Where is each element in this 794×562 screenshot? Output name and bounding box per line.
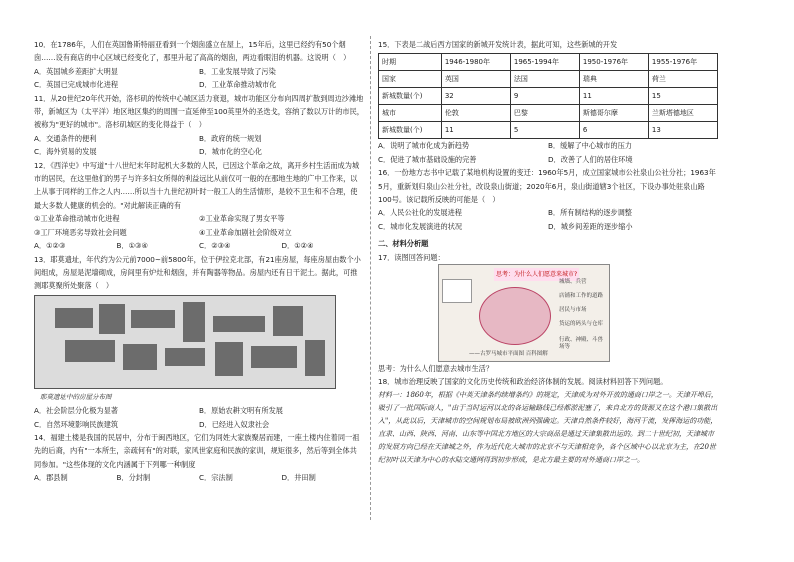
question-17: 17．读图回答问题： — [378, 252, 445, 262]
option: B．工业发展导致了污染 — [199, 66, 276, 76]
table-cell: 英国 — [441, 71, 510, 88]
question-13: 13．耶莫遗址，年代约为公元前7000~前5800年，位于伊拉克北部，有21座房屋，每座房屋由数个小间组成，房屋是泥墙砌成，房间里有炉灶和烟囱，并有陶器等物品。房屋内还有日干泥土。据此，可推测耶莫聚所处聚落（ ） — [34, 254, 361, 291]
rome-city-map — [438, 264, 610, 362]
table-row — [379, 105, 718, 122]
option: C．②③④ — [199, 241, 231, 251]
figure-caption: 耶莫遗址中的房屋分布图 — [40, 392, 112, 401]
option: C．自然环境影响民族建筑 — [34, 419, 119, 429]
option: D．工业革命推动城市化 — [199, 80, 277, 90]
option: A．人民公社化的发展进程 — [378, 208, 462, 218]
q16-options — [378, 206, 718, 233]
table-cell: 伦敦 — [441, 105, 510, 122]
q10-options — [34, 65, 364, 92]
table-cell: 瑞典 — [579, 71, 648, 88]
question-18: 18．城市治理反映了国家的文化历史传统和政治经济体制的发展。阅读材料回答下列问题。 — [378, 377, 668, 387]
option: C．宗法制 — [199, 473, 233, 483]
map-label: 居民与市场 — [559, 307, 587, 314]
table-cell: 5 — [510, 122, 579, 139]
table-cell: 32 — [441, 88, 510, 105]
table-cell: 国家 — [379, 71, 442, 88]
question-10: 10．在1786年，人们在英国鲁斯特丽亚看到一个烟囱盛立在屋上，15年后，这里已经约有50个烟囱……设有商店的中心区域已经变化了，那里升起了高高的烟囱，两边看眼泪的机器。这说明（ ） — [34, 40, 351, 63]
option: A．郡县制 — [34, 473, 68, 483]
table-cell: 巴黎 — [510, 105, 579, 122]
table-row — [379, 88, 718, 105]
option: B．①③④ — [116, 241, 148, 251]
statement: ①工业革命推动城市化进程 — [34, 214, 120, 224]
table-row — [379, 122, 718, 139]
q12-statements — [34, 212, 364, 239]
question-12: 12．《西洋史》中写道"十八世纪末年时起机大多数的人民，已因这个革命之故，离开乡村生活而成为城市的居民，在这里他们的男子与许多妇女所得的利益远比从前仅可一般的在那地生地的广中工作来，以上从事于同样的工作之人内……所以当十九世纪初叶时一般工人的生活情形，是较不卫生和不合理，使最大多数人健康的机会的。"对此解读正确的有 — [34, 160, 360, 210]
q12-options — [34, 239, 364, 252]
table-cell: 时期 — [379, 54, 442, 71]
statement: ②工业革命实现了男女平等 — [199, 214, 285, 224]
right-column — [378, 38, 718, 467]
table-row — [379, 54, 718, 71]
table-cell: 1955-1976年 — [648, 54, 717, 71]
table-cell: 11 — [441, 122, 510, 139]
map-legend — [442, 279, 472, 303]
question-16: 16．一份地方志书中记载了某地机构设置的变迁：1960年5月，成立国家城市公社泉山公社分社；1963年5月，重新划归泉山公社分社，改设泉山街道；2020年6月，泉山街道辖3个社区，下设办事处驻泉山路100号。该记载所反映的可能是（ ） — [378, 168, 716, 205]
option: D．城乡间差距的逐步缩小 — [548, 221, 633, 231]
table-cell: 6 — [579, 122, 648, 139]
option: D．已经进入奴隶社会 — [199, 419, 270, 429]
site-map-figure — [34, 295, 336, 389]
option: D．改善了人们的居住环境 — [548, 154, 633, 164]
map-label: 货运的码头与仓库 — [559, 321, 604, 328]
option: B．原始农耕文明有所发展 — [199, 406, 283, 416]
city-core-shape — [479, 287, 551, 345]
q14-options — [34, 471, 364, 484]
table-cell: 1965-1994年 — [510, 54, 579, 71]
option: D．井田制 — [281, 473, 316, 483]
map-caption: ——古罗马城市平面图 百科图解 — [469, 351, 548, 358]
column-divider — [370, 36, 371, 520]
statement: ④工业革命加剧社会阶级对立 — [199, 227, 292, 237]
option: A．交通条件的便利 — [34, 133, 97, 143]
table-cell: 法国 — [510, 71, 579, 88]
section-heading: 二、材料分析题 — [378, 239, 429, 249]
q13-options — [34, 404, 364, 431]
table-cell: 9 — [510, 88, 579, 105]
option: A．①②③ — [34, 241, 66, 251]
table-cell: 新城数量(个) — [379, 88, 442, 105]
q11-options — [34, 132, 364, 159]
q15-options — [378, 139, 718, 166]
table-cell: 城市 — [379, 105, 442, 122]
material-one: 材料一：1860年，根据《中英天津条约续增条约》的规定，天津成为对外开放的通商口岸之一。天津开埠后，吸引了一批国际商人，"由于当时运河以北的各运输路线已经都淤泥塞了，来自北方的货源又在这个港口集散出入"，从此以后，天津城市的空间规划布局被欧洲列强确定。天津自然条件较好，海河干流，发挥海运的功能，直隶、山西、陕西、河南、山东等中国北方地区的大宗商品是通过天津集散出运的。到二十世纪初，天津城市的发展方向已经在天津城之外，作为近代化大城市的北京不与天津相竞争，各个区域中心以北京为主，在20世纪初叶以天津为中心的水陆交通网得到初步形成，是北方最主要的对外通商口岸之一。 — [378, 390, 718, 464]
table-cell: 15 — [648, 88, 717, 105]
q17-prompt: 思考：为什么人们愿意去城市生活？ — [378, 364, 494, 374]
table-cell: 荷兰 — [648, 71, 717, 88]
table-cell: 11 — [579, 88, 648, 105]
table-cell: 1946-1980年 — [441, 54, 510, 71]
new-town-table — [378, 53, 718, 139]
question-15: 15．下表是二战后西方国家的新城开发统计表，据此可知，这些新城的开发 — [378, 40, 618, 49]
option: C．城市化发展演进的状况 — [378, 221, 463, 231]
option: D．①②④ — [281, 241, 314, 251]
table-row — [379, 71, 718, 88]
option: C．海外贸易的发展 — [34, 147, 97, 157]
option: B．政府的统一规划 — [199, 133, 262, 143]
option: A．社会阶层分化极为显著 — [34, 406, 118, 416]
table-cell: 13 — [648, 122, 717, 139]
table-cell: 斯德哥尔摩 — [579, 105, 648, 122]
option: D．城市化的空心化 — [199, 147, 263, 157]
option: C．英国已完成城市化进程 — [34, 80, 119, 90]
table-cell: 1950-1976年 — [579, 54, 648, 71]
question-11: 11．从20世纪20年代开始，洛杉矶的传统中心城区活力衰退，城市功能区分布向四周扩散到周边沙滩地带，新城区为（太平洋）地区地区集约的周围一直延伸至100英里外的圣迭戈，容纳了数以万计的市民，被称为"更好的城市"。洛杉矶城区的变化得益于（ ） — [34, 93, 364, 130]
option: A．英国城乡差距扩大明显 — [34, 66, 118, 76]
map-title: 思考：为什么人们愿意来城市? — [494, 268, 579, 281]
left-column — [34, 38, 364, 485]
table-cell: 新城数量(个) — [379, 122, 442, 139]
map-label: 行政、神殿、斗兽场等 — [559, 337, 604, 351]
map-label: 店铺和工作的道路 — [559, 293, 604, 300]
question-14: 14．福建土楼是我国的民居中，分布于闽西地区，它们为同姓大家族聚居而建，一座土楼内住着同一祖先的后裔，内有"一本所生，亲疏何有"的对联，家风世家庭和民族的家训，规矩很多，然后等到全体共同参加。"这些体现的文化内涵属于下列哪一种制度 — [34, 432, 360, 469]
option: A．说明了城市化成为新趋势 — [378, 141, 470, 151]
option: C．促进了城市基础设施的完善 — [378, 154, 477, 164]
table-cell: 兰斯塔德地区 — [648, 105, 717, 122]
option: B．所有制结构的逐步调整 — [548, 208, 632, 218]
option: B．缓解了中心城市的压力 — [548, 141, 632, 151]
statement: ③工厂环境恶劣导致社会问题 — [34, 227, 127, 237]
option: B．分封制 — [116, 473, 151, 483]
map-label: 城墙、兵营 — [559, 279, 587, 286]
